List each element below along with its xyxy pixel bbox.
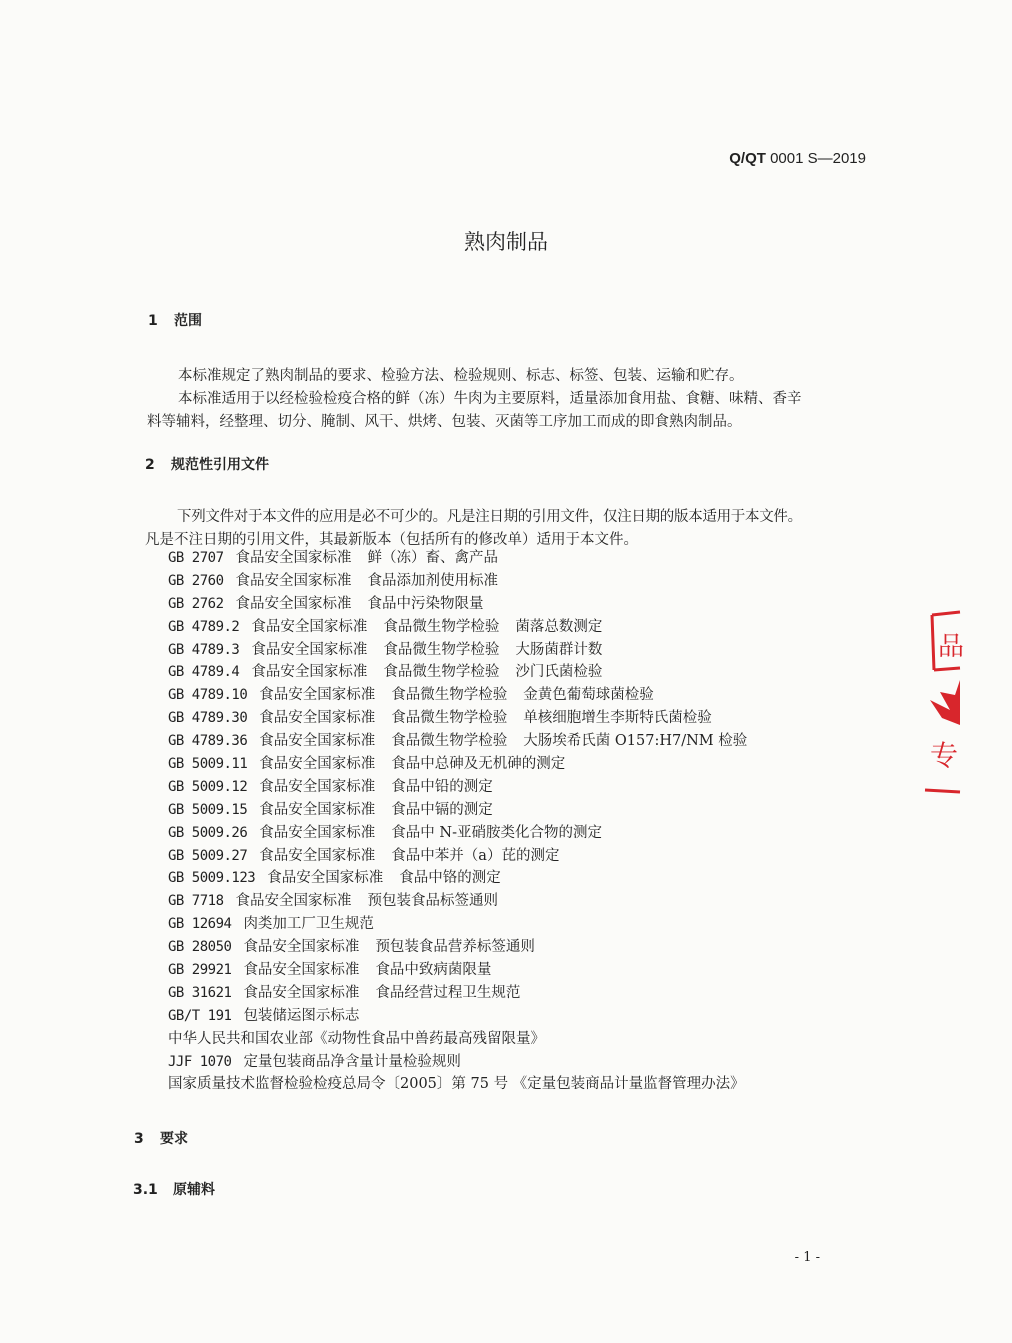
reference-title-part: 食品安全国家标准 — [259, 824, 376, 841]
reference-title-part: 金黄色葡萄球菌检验 — [523, 687, 654, 704]
reference-code: GB 4789.2 — [168, 618, 240, 635]
reference-title-part: 食品微生物学检验 — [383, 618, 500, 635]
standard-code — [729, 150, 866, 167]
section-1-heading — [148, 310, 202, 330]
reference-title-part: 食品中 N-亚硝胺类化合物的测定 — [391, 824, 602, 841]
reference-title-part: 食品添加剂使用标准 — [367, 572, 499, 589]
reference-title-part: 沙门氏菌检验 — [515, 664, 603, 681]
reference-item — [168, 959, 763, 982]
section-title: 范围 — [174, 313, 202, 329]
reference-code: GB 4789.36 — [168, 733, 248, 750]
reference-title-part: 单核细胞增生李斯特氏菌检验 — [523, 710, 712, 727]
reference-title-part: 食品安全国家标准 — [259, 687, 376, 704]
reference-code: GB 4789.30 — [168, 710, 248, 727]
reference-title-part: 菌落总数测定 — [515, 618, 603, 635]
reference-title-part: 食品安全国家标准 — [259, 710, 376, 727]
reference-title-part: 食品安全国家标准 — [259, 847, 376, 864]
reference-title-part: 食品安全国家标准 — [251, 664, 368, 681]
reference-title-part: 食品安全国家标准 — [259, 756, 376, 773]
reference-item — [168, 616, 763, 639]
reference-title-part: 食品安全国家标准 — [243, 962, 360, 979]
scope-paragraph-2: 本标准适用于以经检验检疫合格的鲜（冻）牛肉为主要原料，适量添加食用盐、食糖、味精、香辛 — [178, 391, 802, 407]
reference-item — [168, 593, 763, 616]
reference-title-part: 食品微生物学检验 — [391, 687, 508, 704]
reference-code: GB 5009.12 — [168, 778, 248, 795]
reference-title-part: 中华人民共和国农业部《动物性食品中兽药最高残留限量》 — [168, 1030, 545, 1047]
reference-title-part: 食品安全国家标准 — [251, 641, 368, 658]
reference-title-part: 食品中铅的测定 — [391, 778, 493, 795]
reference-code: GB 4789.10 — [168, 687, 248, 704]
reference-code: GB 5009.11 — [168, 756, 248, 773]
reference-code: GB/T 191 — [168, 1007, 232, 1024]
reference-code: GB 28050 — [168, 939, 232, 956]
reference-title-part: 食品安全国家标准 — [235, 893, 352, 910]
reference-item — [168, 661, 763, 684]
reference-item — [168, 936, 763, 959]
reference-item — [168, 1051, 763, 1074]
code-number: 0001 S—2019 — [770, 150, 866, 167]
reference-item — [168, 822, 763, 845]
reference-title-part: 食品微生物学检验 — [391, 710, 508, 727]
reference-item — [168, 982, 763, 1005]
reference-title-part: 食品安全国家标准 — [235, 595, 352, 612]
reference-item — [168, 1073, 763, 1096]
reference-title-part: 食品经营过程卫生规范 — [375, 984, 521, 1001]
reference-title-part: 食品微生物学检验 — [383, 664, 500, 681]
section-2-heading — [145, 454, 269, 474]
reference-item — [168, 890, 763, 913]
reference-title-part: 食品中总砷及无机砷的测定 — [391, 756, 566, 773]
section-title: 规范性引用文件 — [171, 457, 269, 473]
reference-item — [168, 707, 763, 730]
reference-title-part: 食品安全国家标准 — [259, 801, 376, 818]
reference-title-part: 食品安全国家标准 — [243, 984, 360, 1001]
reference-list — [168, 547, 763, 1096]
reference-code: GB 5009.15 — [168, 801, 248, 818]
reference-title-part: 预包装食品标签通则 — [367, 893, 499, 910]
reference-title-part: 食品安全国家标准 — [235, 572, 352, 589]
reference-item — [168, 570, 763, 593]
svg-text:专: 专 — [930, 739, 959, 772]
reference-title-part: 食品中镉的测定 — [391, 801, 493, 818]
section-number: 1 — [148, 313, 158, 329]
reference-item — [168, 776, 763, 799]
reference-code: GB 4789.4 — [168, 664, 240, 681]
reference-title-part: 大肠菌群计数 — [515, 641, 603, 658]
reference-title-part: 食品安全国家标准 — [267, 870, 384, 887]
reference-title-part: 定量包装商品净含量计量检验规则 — [243, 1053, 461, 1070]
reference-item — [168, 799, 763, 822]
reference-title-part: 食品安全国家标准 — [251, 618, 368, 635]
scope-paragraph-1: 本标准规定了熟肉制品的要求、检验方法、检验规则、标志、标签、包装、运输和贮存。 — [178, 368, 744, 384]
reference-code: GB 5009.27 — [168, 847, 248, 864]
reference-title-part: 食品安全国家标准 — [235, 550, 352, 566]
reference-code: GB 12694 — [168, 916, 232, 933]
reference-title-part: 国家质量技术监督检验检疫总局令〔2005〕第 75 号 《定量包装商品计量监督管理办法》 — [168, 1076, 745, 1093]
section-3-1-heading — [133, 1179, 215, 1199]
reference-item — [168, 913, 763, 936]
reference-title-part: 包装储运图示标志 — [243, 1007, 360, 1024]
reference-code: GB 7718 — [168, 893, 224, 910]
reference-title-part: 食品安全国家标准 — [259, 733, 376, 750]
section-number: 3.1 — [133, 1182, 158, 1198]
references-intro-cont: 凡是不注日期的引用文件，其最新版本（包括所有的修改单）适用于本文件。 — [145, 532, 638, 548]
reference-code: GB 4789.3 — [168, 641, 240, 658]
section-number: 3 — [134, 1131, 144, 1147]
reference-item — [168, 867, 763, 890]
reference-title-part: 大肠埃希氏菌 O157:H7/NM 检验 — [523, 733, 748, 750]
references-intro: 下列文件对于本文件的应用是必不可少的。凡是注日期的引用文件，仅注日期的版本适用于本文件。 — [177, 509, 802, 525]
reference-title-part: 食品中苯并（a）芘的测定 — [391, 847, 560, 864]
section-3-heading — [134, 1128, 188, 1148]
reference-code: GB 2707 — [168, 550, 224, 566]
reference-title-part: 肉类加工厂卫生规范 — [243, 916, 374, 933]
reference-code: GB 31621 — [168, 984, 232, 1001]
reference-title-part: 食品中致病菌限量 — [375, 962, 492, 979]
reference-item — [168, 1028, 763, 1051]
reference-item — [168, 1005, 763, 1028]
code-prefix: Q/QT — [729, 150, 766, 167]
reference-title-part: 鲜（冻）畜、禽产品 — [367, 550, 499, 566]
section-title: 原辅料 — [173, 1182, 215, 1198]
reference-code: GB 5009.26 — [168, 824, 248, 841]
reference-item — [168, 639, 763, 662]
reference-code: GB 2760 — [168, 572, 224, 589]
page-number: - 1 - — [794, 1250, 820, 1265]
reference-item — [168, 845, 763, 868]
red-seal-stamp — [920, 600, 1000, 800]
reference-item — [168, 684, 763, 707]
reference-item — [168, 730, 763, 753]
reference-title-part: 食品安全国家标准 — [243, 939, 360, 956]
reference-title-part: 食品微生物学检验 — [383, 641, 500, 658]
reference-code: GB 5009.123 — [168, 870, 256, 887]
reference-item — [168, 547, 763, 570]
reference-title-part: 食品安全国家标准 — [259, 778, 376, 795]
svg-text:品: 品 — [938, 632, 965, 662]
scope-paragraph-2-cont: 料等辅料，经整理、切分、腌制、风干、烘烤、包装、灭菌等工序加工而成的即食熟肉制品。 — [147, 414, 742, 430]
reference-code: GB 2762 — [168, 595, 224, 612]
reference-code: JJF 1070 — [168, 1053, 232, 1070]
reference-code: GB 29921 — [168, 962, 232, 979]
reference-title-part: 食品微生物学检验 — [391, 733, 508, 750]
section-number: 2 — [145, 457, 155, 473]
reference-item — [168, 753, 763, 776]
reference-title-part: 食品中铬的测定 — [399, 870, 501, 887]
document-title: 熟肉制品 — [464, 230, 548, 254]
reference-title-part: 预包装食品营养标签通则 — [375, 939, 535, 956]
section-title: 要求 — [160, 1131, 188, 1147]
reference-title-part: 食品中污染物限量 — [367, 595, 484, 612]
